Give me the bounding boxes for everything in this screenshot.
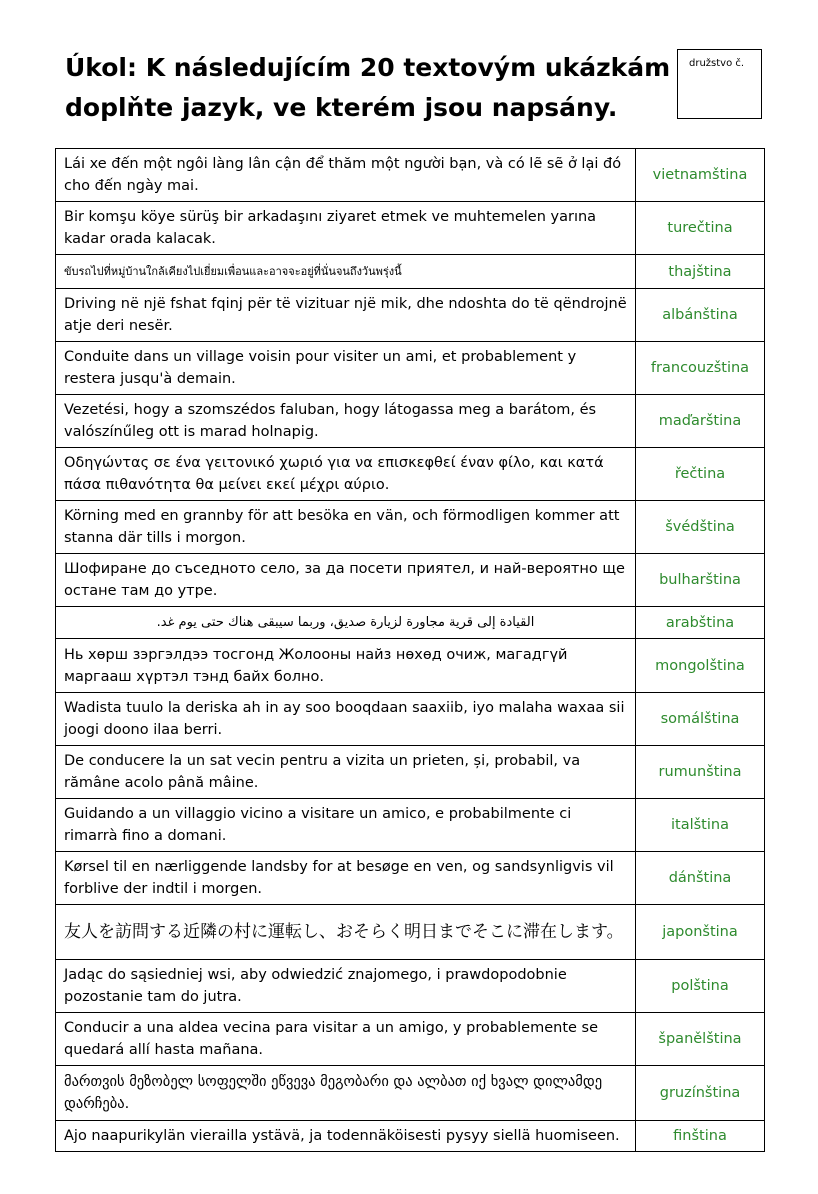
language-answer: dánština xyxy=(636,852,765,905)
table-row xyxy=(56,693,765,746)
sample-text: Conducir a una aldea vecina para visitar a un amigo, y probablemente se quedará allí hasta mañana. xyxy=(56,1013,636,1066)
table-row xyxy=(56,149,765,202)
language-answer: řečtina xyxy=(636,448,765,501)
table-row xyxy=(56,448,765,501)
table-row xyxy=(56,554,765,607)
table-row xyxy=(56,255,765,289)
language-answer: japonština xyxy=(636,905,765,960)
sample-text: Körning med en grannby för att besöka en vän, och förmodligen kommer att stanna där tills i morgon. xyxy=(56,501,636,554)
sample-text: Vezetési, hogy a szomszédos faluban, hogy látogassa meg a barátom, és valószínűleg ott is marad holnapig. xyxy=(56,395,636,448)
table-row xyxy=(56,342,765,395)
sample-text: მართვის მეზობელ სოფელში ეწვევა მეგობარი და ალბათ იქ ხვალ დილამდე დარჩება. xyxy=(56,1066,636,1121)
samples-table xyxy=(55,148,765,1152)
sample-text: 友人を訪問する近隣の村に運転し、おそらく明日までそこに滞在します。 xyxy=(56,905,636,960)
sample-text: القيادة إلى قرية مجاورة لزيارة صديق، وربما سيبقى هناك حتى يوم غد. xyxy=(56,607,636,639)
table-row xyxy=(56,905,765,960)
table-row xyxy=(56,639,765,693)
language-answer: thajština xyxy=(636,255,765,289)
table-row xyxy=(56,799,765,852)
language-answer: španělština xyxy=(636,1013,765,1066)
sample-text: ขับรถไปที่หมู่บ้านใกล้เคียงไปเยี่ยมเพื่อนและอาจจะอยู่ที่นั่นจนถึงวันพรุ่งนี้ xyxy=(56,255,636,289)
table-row xyxy=(56,960,765,1013)
title-line-2: doplňte jazyk, ve kterém jsou napsány. xyxy=(65,93,618,122)
table-row xyxy=(56,746,765,799)
language-answer: polština xyxy=(636,960,765,1013)
sample-text: Jadąc do sąsiedniej wsi, aby odwiedzić znajomego, i prawdopodobnie pozostanie tam do jutra. xyxy=(56,960,636,1013)
sample-text: De conducere la un sat vecin pentru a vizita un prieten, și, probabil, va rămâne acolo până mâine. xyxy=(56,746,636,799)
language-answer: albánština xyxy=(636,289,765,342)
page-title xyxy=(65,48,671,128)
table-row xyxy=(56,852,765,905)
sample-text: Шофиране до съседното село, за да посети приятел, и най-вероятно ще остане там до утре. xyxy=(56,554,636,607)
language-answer: italština xyxy=(636,799,765,852)
sample-text: Kørsel til en nærliggende landsby for at besøge en ven, og sandsynligvis vil forblive der indtil i morgen. xyxy=(56,852,636,905)
language-answer: bulharština xyxy=(636,554,765,607)
language-answer: francouzština xyxy=(636,342,765,395)
language-answer: maďarština xyxy=(636,395,765,448)
sample-text: Нь хөрш зэргэлдээ тосгонд Жолооны найз нөхөд очиж, магадгүй маргааш хүртэл тэнд байх болно. xyxy=(56,639,636,693)
language-answer: finština xyxy=(636,1121,765,1152)
table-row xyxy=(56,1013,765,1066)
team-number-box xyxy=(677,49,762,119)
sample-text: Driving në një fshat fqinj për të vizituar një mik, dhe ndoshta do të qëndrojnë atje deri nesër. xyxy=(56,289,636,342)
table-row xyxy=(56,607,765,639)
sample-text: Bir komşu köye sürüş bir arkadaşını ziyaret etmek ve muhtemelen yarına kadar orada kalacak. xyxy=(56,202,636,255)
sample-text: Guidando a un villaggio vicino a visitare un amico, e probabilmente ci rimarrà fino a domani. xyxy=(56,799,636,852)
language-answer: arabština xyxy=(636,607,765,639)
table-row xyxy=(56,501,765,554)
table-row xyxy=(56,395,765,448)
sample-text: Ajo naapurikylän vierailla ystävä, ja todennäköisesti pysyy siellä huomiseen. xyxy=(56,1121,636,1152)
language-answer: rumunština xyxy=(636,746,765,799)
sample-text: Conduite dans un village voisin pour visiter un ami, et probablement y restera jusqu'à demain. xyxy=(56,342,636,395)
language-answer: vietnamština xyxy=(636,149,765,202)
sample-text: Οδηγώντας σε ένα γειτονικό χωριό για να επισκεφθεί έναν φίλο, και κατά πάσα πιθανότητα θα μείνει εκεί μέχρι αύριο. xyxy=(56,448,636,501)
table-row xyxy=(56,1121,765,1152)
team-label: družstvo č. xyxy=(689,58,745,69)
language-answer: švédština xyxy=(636,501,765,554)
language-answer: mongolština xyxy=(636,639,765,693)
language-answer: turečtina xyxy=(636,202,765,255)
language-answer: somálština xyxy=(636,693,765,746)
title-line-1: Úkol: K následujícím 20 textovým ukázkám xyxy=(65,53,671,82)
sample-text: Wadista tuulo la deriska ah in ay soo booqdaan saaxiib, iyo malaha waxaa sii joogi doono ilaa berri. xyxy=(56,693,636,746)
language-answer: gruzínština xyxy=(636,1066,765,1121)
table-row xyxy=(56,289,765,342)
table-row xyxy=(56,202,765,255)
table-row xyxy=(56,1066,765,1121)
sample-text: Lái xe đến một ngôi làng lân cận để thăm một người bạn, và có lẽ sẽ ở lại đó cho đến ngày mai. xyxy=(56,149,636,202)
